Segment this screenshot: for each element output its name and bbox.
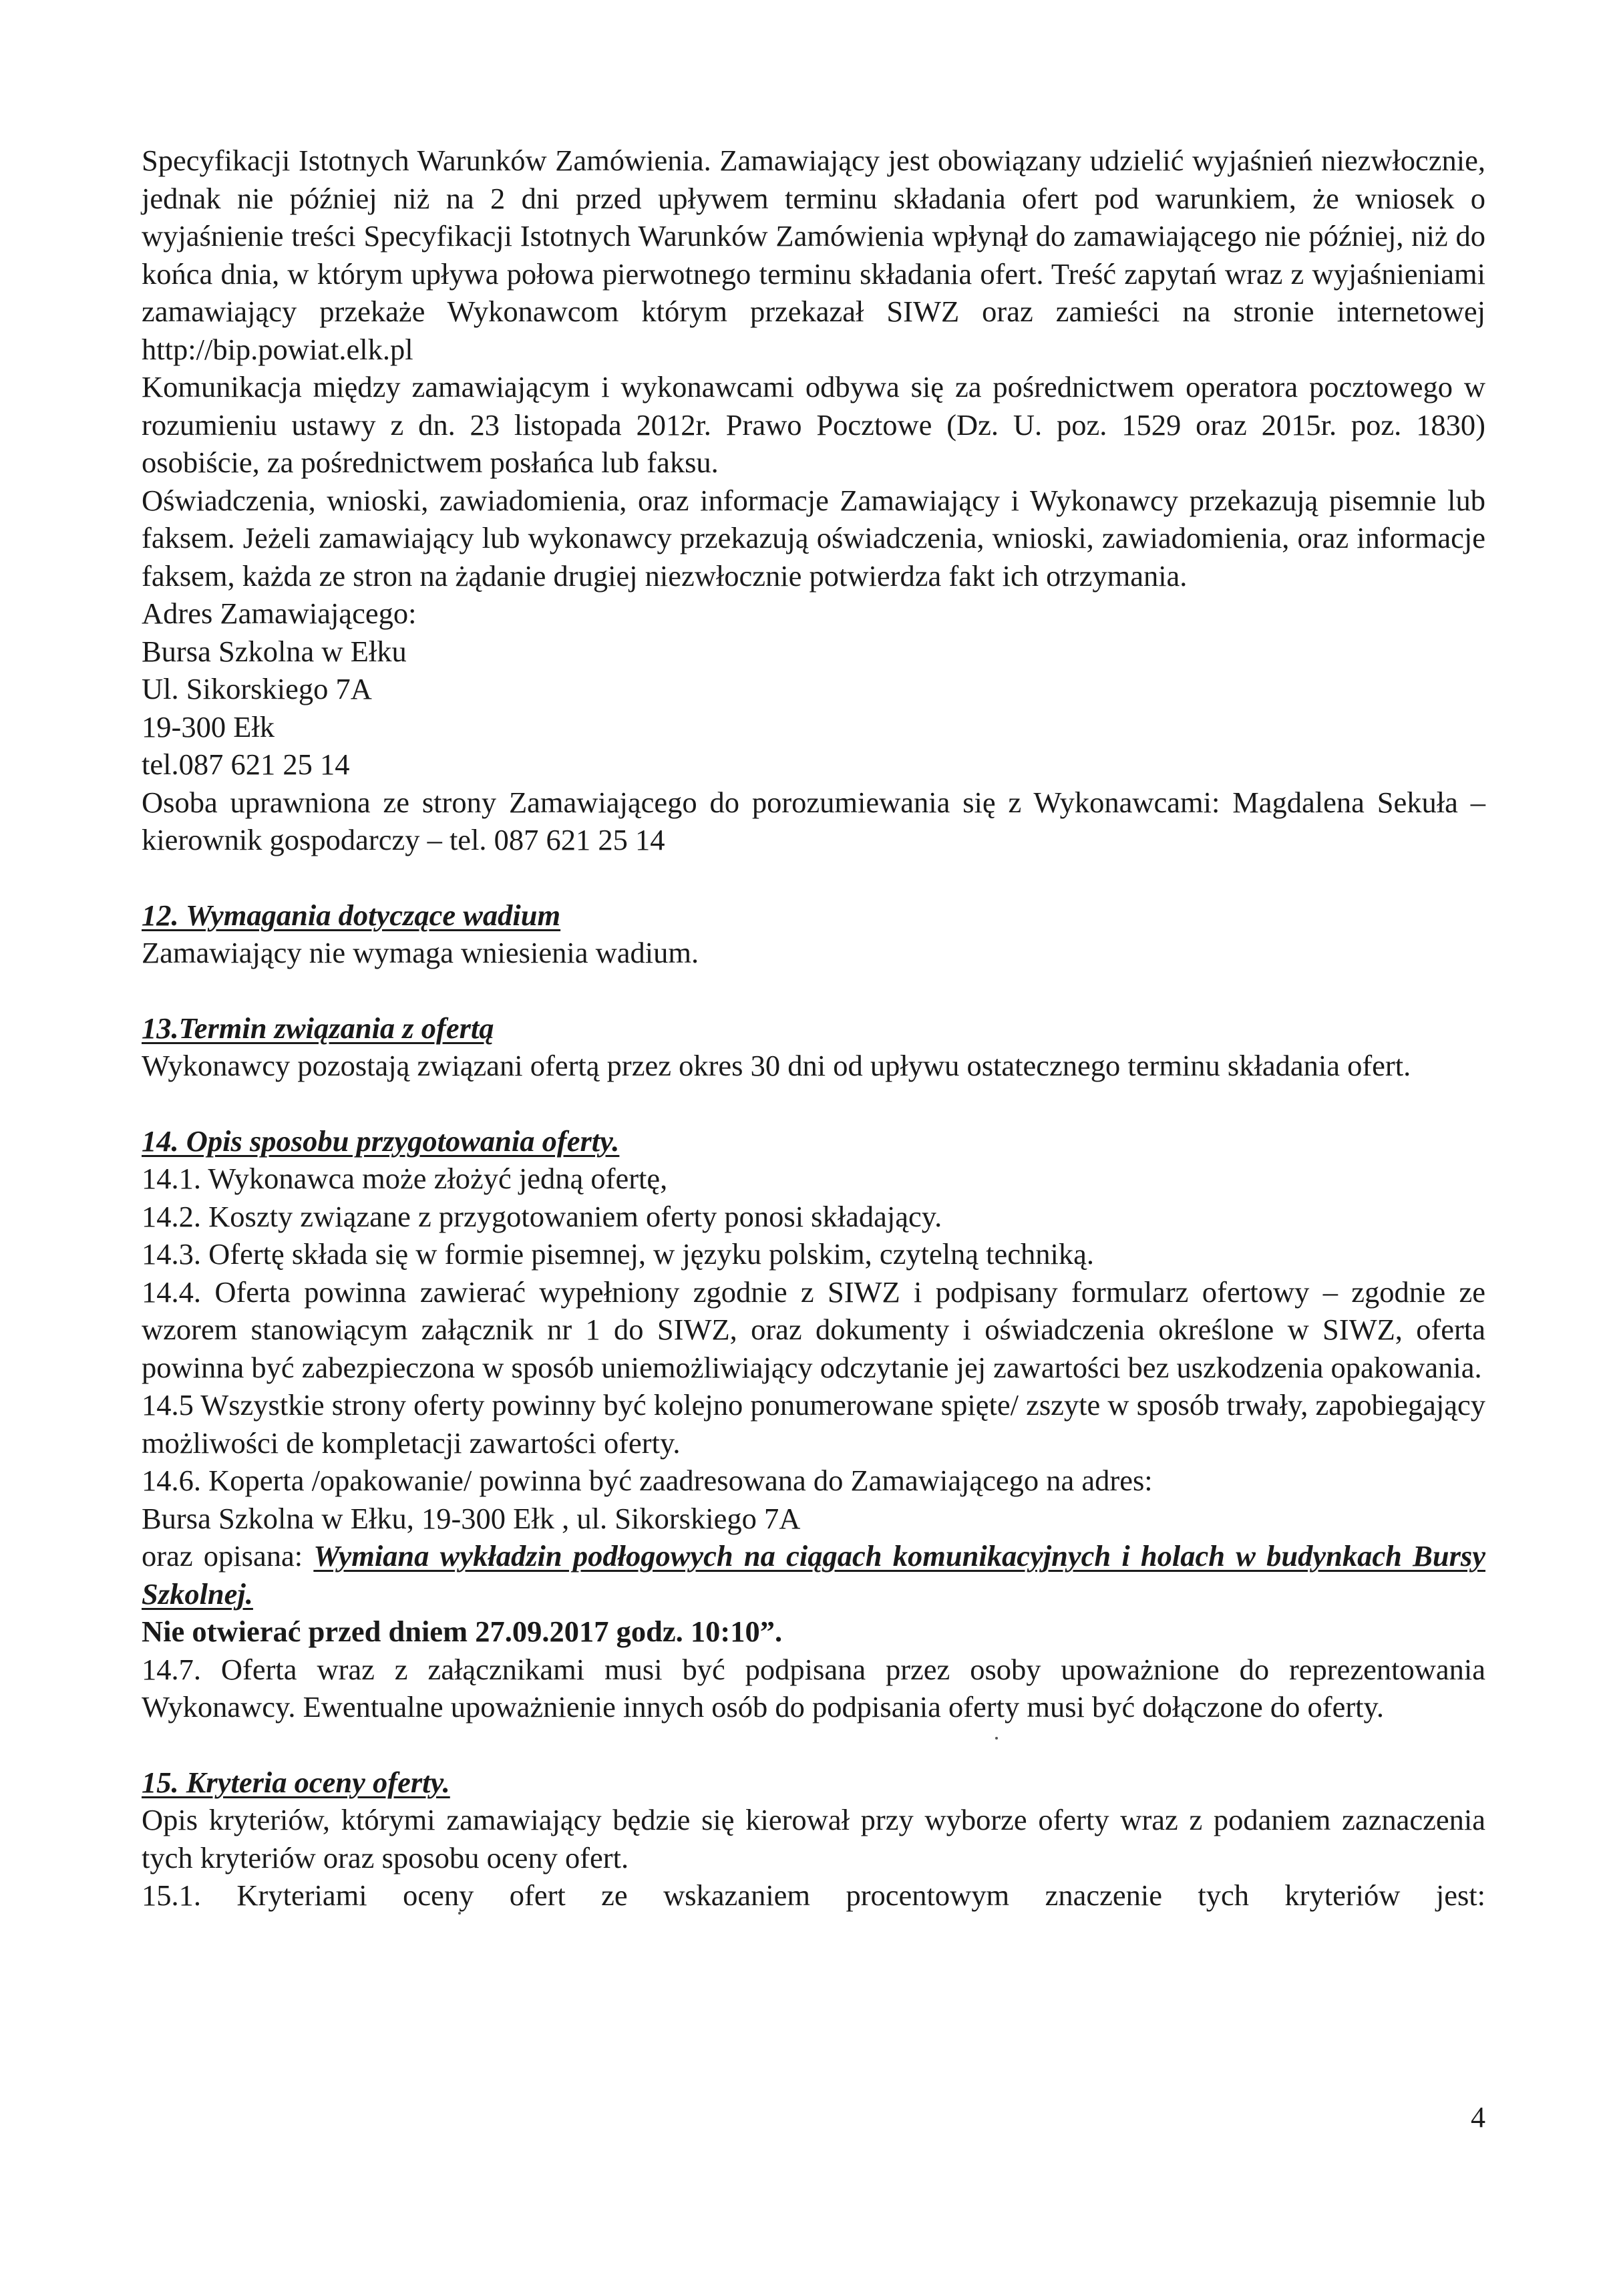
section-12-text: Zamawiający nie wymaga wniesienia wadium. — [142, 936, 699, 969]
paragraph-contact-person: Osoba uprawniona ze strony Zamawiającego do porozumiewania się z Wykonawcami: Magdalena Sekuła – kierownik gospodarczy – tel. 087 621 25 14 — [142, 785, 1485, 856]
paragraph-statements: Oświadczenia, wnioski, zawiadomienia, oraz informacje Zamawiający i Wykonawcy przekazują pisemnie lub faksem. Jeżeli zamawiający lub wykonawcy przekazują oświadczenia, wnioski, zawiadomienia, oraz informacje faksem, każda ze stron na żądanie drugiej niezwłocznie potwierdza fakt ich otrzymania. — [142, 483, 1485, 593]
address-line: tel.087 621 25 14 — [142, 748, 350, 781]
item-14-6-address: Bursa Szkolna w Ełku, 19-300 Ełk , ul. Sikorskiego 7A — [142, 1501, 801, 1535]
description-prefix: oraz opisana: — [142, 1539, 314, 1573]
item-14-6-description — [142, 1537, 1485, 1613]
scan-speck — [995, 1737, 998, 1740]
address-label: Adres Zamawiającego: — [142, 597, 417, 630]
item-14-7: 14.7. Oferta wraz z załącznikami musi być podpisana przez osoby upoważnione do reprezentowania Wykonawcy. Ewentualne upoważnienie innych osób do podpisania oferty musi być dołączone do oferty. — [142, 1652, 1485, 1724]
heading-section-14: 14. Opis sposobu przygotowania oferty. — [142, 1124, 620, 1158]
paragraph-clarifications: Specyfikacji Istotnych Warunków Zamówienia. Zamawiający jest obowiązany udzielić wyjaśnień niezwłocznie, jednak nie później niż na 2 dni przed upływem terminu składania ofert pod warunkiem, że wniosek o wyjaśnienie treści Specyfikacji Istotnych Warunków Zamówienia wpłynął do zamawiającego nie później, niż do końca dnia, w którym upływa połowa pierwotnego terminu składania ofert. Treść zapytań wraz z wyjaśnieniami zamawiający przekaże Wykonawcom którym przekazał SIWZ oraz zamieści na stronie internetowej http://bip.powiat.elk.pl — [142, 144, 1485, 366]
item-14-5: 14.5 Wszystkie strony oferty powinny być kolejno ponumerowane spięte/ zszyte w sposób trwały, zapobiegający możliwości de kompletacji zawartości oferty. — [142, 1388, 1485, 1460]
item-14-4: 14.4. Oferta powinna zawierać wypełniony zgodnie z SIWZ i podpisany formularz ofertowy – zgodnie ze wzorem stanowiącym załącznik nr 1 do SIWZ, oraz dokumenty i oświadczenia określone w SIWZ, oferta powinna być zabezpieczona w sposób uniemożliwiający odczytanie jej zawartości bez uszkodzenia opakowania. — [142, 1275, 1485, 1384]
page-number: 4 — [1471, 2101, 1485, 2134]
section-15-text: Opis kryteriów, którymi zamawiający będzie się kierował przy wyborze oferty wraz z podaniem zaznaczenia tych kryteriów oraz sposobu oceny ofert. — [142, 1803, 1485, 1874]
heading-section-15: 15. Kryteria oceny oferty. — [142, 1765, 450, 1799]
scan-speck — [458, 1912, 461, 1915]
item-14-6: 14.6. Koperta /opakowanie/ powinna być zaadresowana do Zamawiającego na adres: — [142, 1464, 1153, 1497]
item-14-2: 14.2. Koszty związane z przygotowaniem oferty ponosi składający. — [142, 1199, 942, 1233]
address-line: Bursa Szkolna w Ełku — [142, 634, 407, 668]
section-13-text: Wykonawcy pozostają związani ofertą przez okres 30 dni od upływu ostatecznego terminu składania ofert. — [142, 1049, 1411, 1082]
address-line: Ul. Sikorskiego 7A — [142, 672, 372, 705]
item-14-1: 14.1. Wykonawca może złożyć jedną ofertę, — [142, 1162, 668, 1195]
tender-title: Wymiana wykładzin podłogowych na ciągach komunikacyjnych i holach w budynkach Bursy Szkolnej. — [142, 1539, 1485, 1611]
heading-section-13: 13.Termin związania z ofertą — [142, 1011, 494, 1045]
page-text — [142, 142, 1485, 1915]
opening-notice: Nie otwierać przed dniem 27.09.2017 godz. 10:10”. — [142, 1615, 783, 1648]
paragraph-communication: Komunikacja między zamawiającym i wykonawcami odbywa się za pośrednictwem operatora pocztowego w rozumieniu ustawy z dn. 23 listopada 2012r. Prawo Pocztowe (Dz. U. poz. 1529 oraz 2015r. poz. 1830) osobiście, za pośrednictwem posłańca lub faksu. — [142, 370, 1485, 479]
address-line: 19-300 Ełk — [142, 709, 275, 744]
item-14-3: 14.3. Ofertę składa się w formie pisemnej, w języku polskim, czytelną techniką. — [142, 1237, 1095, 1271]
heading-section-12: 12. Wymagania dotyczące wadium — [142, 898, 561, 932]
item-15-1: 15.1. Kryteriami oceny ofert ze wskazaniem procentowym znaczenie tych kryteriów jest: — [142, 1878, 1485, 1912]
